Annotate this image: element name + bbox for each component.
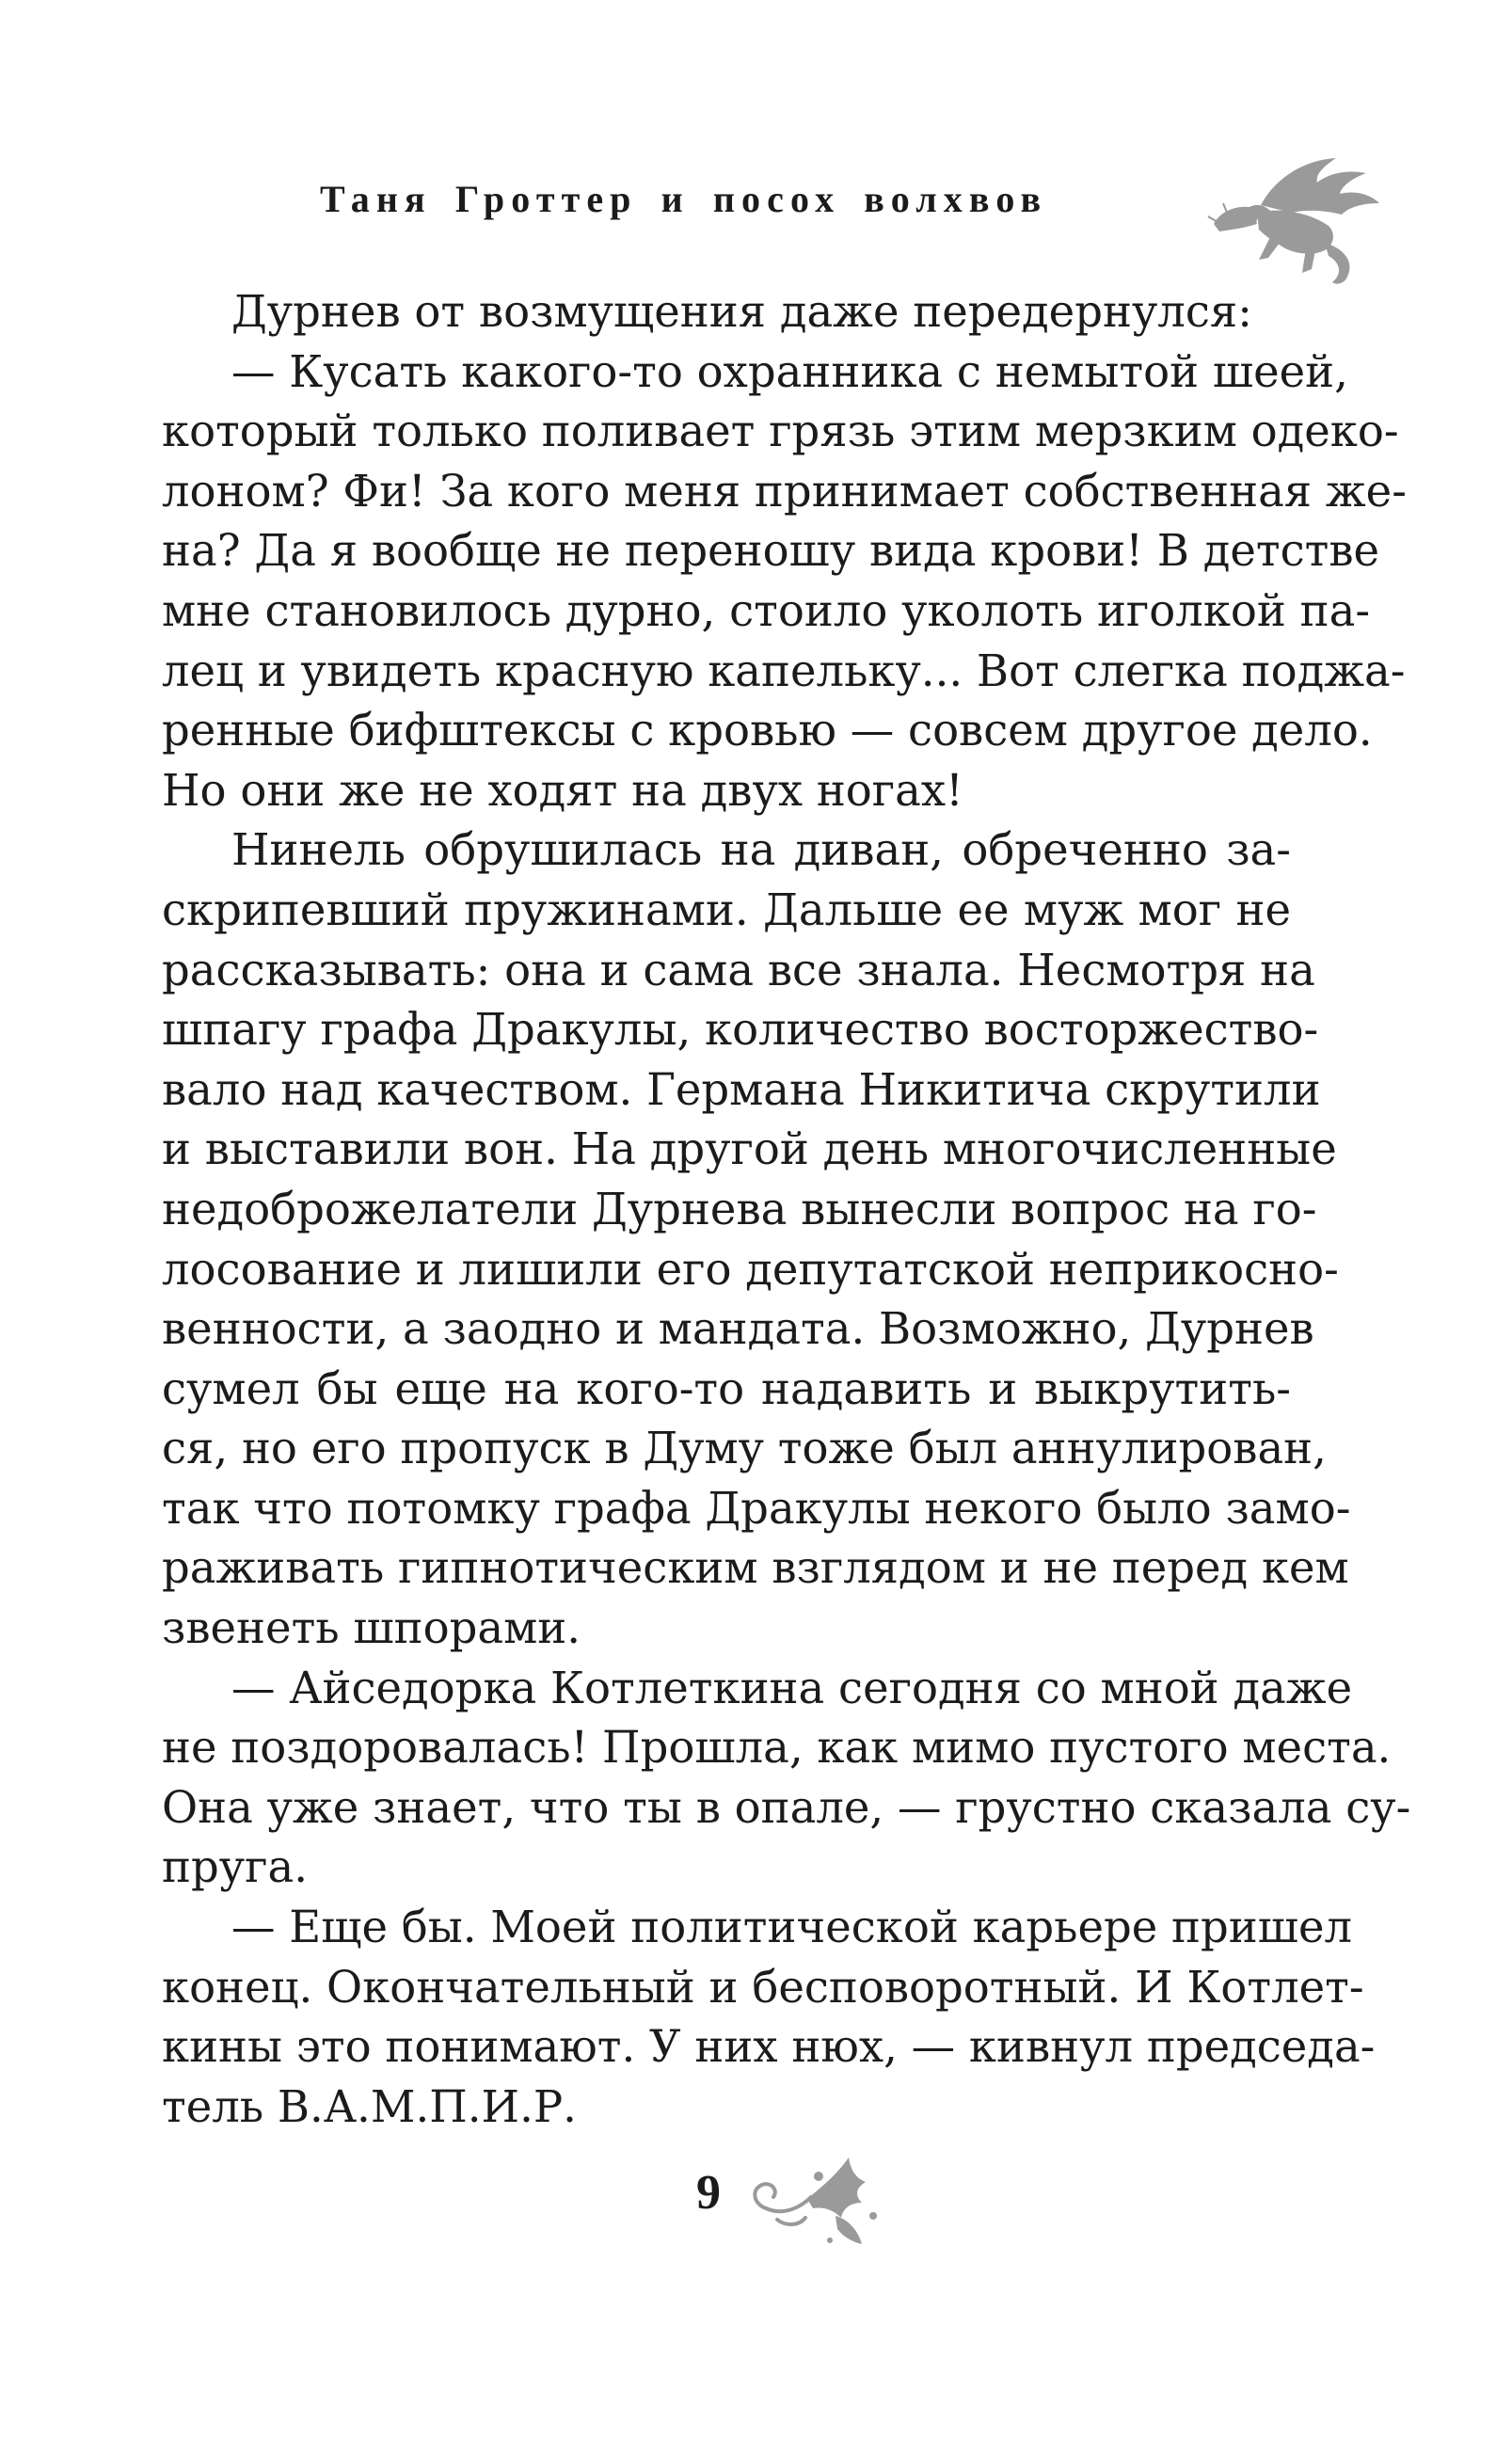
text-line: — Айседорка Котлеткина сегодня со мной даже (231, 1662, 1353, 1713)
text-line: — Кусать какого-то охранника с немытой шеей, (231, 345, 1348, 397)
text-line: вало над качеством. Германа Никитича скрутили (162, 1063, 1321, 1115)
text-line: лоном? Фи! За кого меня принимает собственная же- (162, 465, 1407, 517)
page-number: 9 (696, 2166, 721, 2220)
text-line: на? Да я вообще не переношу вида крови! В детстве (162, 525, 1380, 577)
text-line: Но они же не ходят на двух ногах! (162, 764, 963, 816)
text-line: звенеть шпорами. (162, 1602, 581, 1654)
text-line: ся, но его пропуск в Думу тоже был аннулирован, (162, 1423, 1327, 1474)
text-line: скрипевший пружинами. Дальше ее муж мог не (162, 884, 1291, 935)
text-line: лосование и лишили его депутатской неприкосно- (162, 1243, 1339, 1295)
text-line: сумел бы еще на кого-то надавить и выкрутить- (162, 1362, 1291, 1414)
dragon-icon (1204, 151, 1383, 287)
page-footer (687, 2150, 894, 2253)
text-line: Нинель обрушилась на диван, обреченно за- (231, 824, 1291, 876)
text-line: не поздоровалась! Прошла, как мимо пустого места. (162, 1722, 1392, 1774)
text-line: венности, а заодно и мандата. Возможно, Дурнев (162, 1303, 1314, 1355)
text-line: так что потомку графа Дракулы некого было замо- (162, 1482, 1351, 1534)
running-head: Таня Гроттер и посох волхвов (320, 178, 1048, 220)
text-line: рассказывать: она и сама все знала. Несмотря на (162, 944, 1315, 995)
text-line: мне становилось дурно, стоило уколоть иголкой па- (162, 584, 1371, 636)
text-line: пруга. (162, 1841, 308, 1893)
text-line: раживать гипнотическим взглядом и не перед кем (162, 1542, 1349, 1594)
text-line: конец. Окончательный и бесповоротный. И Котлет- (162, 1961, 1364, 2013)
text-line: Дурнев от возмущения даже передернулся: (231, 286, 1252, 337)
text-line: лец и увидеть красную капельку... Вот слегка поджа- (162, 645, 1406, 696)
text-line: Она уже знает, что ты в опале, — грустно сказала су- (162, 1781, 1411, 1833)
text-line: тель В.А.М.П.И.Р. (162, 2080, 577, 2132)
text-line: — Еще бы. Моей политической карьере пришел (231, 1902, 1353, 1953)
text-line: который только поливает грязь этим мерзким одеко- (162, 406, 1399, 457)
text-line: и выставили вон. На другой день многочисленные (162, 1123, 1337, 1175)
body-text (162, 282, 1411, 2137)
text-line: кины это понимают. У них нюх, — кивнул председа- (162, 2021, 1376, 2073)
dragon-tail-ornament-icon (745, 2150, 896, 2253)
text-line: недоброжелатели Дурнева вынесли вопрос на го- (162, 1183, 1317, 1234)
text-line: ренные бифштексы с кровью — совсем другое дело. (162, 705, 1373, 756)
text-line: шпагу графа Дракулы, количество восторжество- (162, 1004, 1319, 1056)
